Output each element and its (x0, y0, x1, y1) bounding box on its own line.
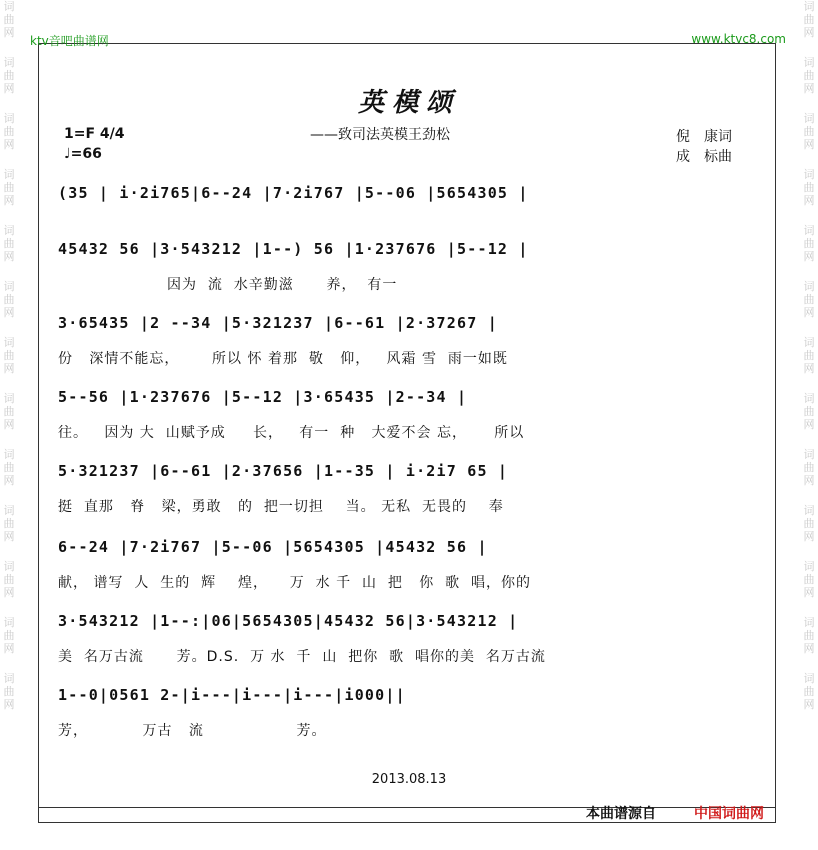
watermark-char: 词 (3, 560, 15, 573)
watermark-char: 曲 (803, 13, 815, 26)
watermark-group (0, 336, 18, 375)
watermark-group (0, 280, 18, 319)
watermark-char: 词 (3, 504, 15, 517)
watermark-char: 网 (803, 138, 815, 151)
watermark-char: 网 (803, 306, 815, 319)
tempo-marking: ♩=66 (64, 146, 102, 162)
watermark-char: 词 (3, 56, 15, 69)
watermark-char: 网 (3, 306, 15, 319)
lyric-line: 挺 直那 脊 梁，勇敢 的 把一切担 当。 无私 无畏的 奉 (58, 499, 504, 515)
notation-line: 6--24 |7·2i767 |5--06 |5654305 |45432 56 | (58, 538, 488, 556)
watermark-char: 网 (803, 474, 815, 487)
watermark-char: 曲 (803, 181, 815, 194)
watermark-group (800, 0, 818, 39)
watermark-char: 曲 (803, 685, 815, 698)
watermark-char: 网 (3, 26, 15, 39)
watermark-char: 网 (803, 530, 815, 543)
watermark-char: 曲 (803, 461, 815, 474)
watermark-char: 曲 (3, 517, 15, 530)
watermark-group (0, 392, 18, 431)
lyricist-credit: 倪 康词 (676, 129, 732, 145)
watermark-char: 词 (803, 56, 815, 69)
watermark-char: 网 (803, 26, 815, 39)
lyric-line: 份 深情不能忘， 所以 怀 着那 敬 仰， 风霜 雪 雨一如既 (58, 351, 508, 367)
watermark-char: 曲 (3, 573, 15, 586)
watermark-group (0, 224, 18, 263)
watermark-group (0, 616, 18, 655)
watermark-char: 曲 (803, 517, 815, 530)
watermark-char: 网 (803, 362, 815, 375)
footer-divider (38, 807, 776, 824)
notation-line: 5·321237 |6--61 |2·37656 |1--35 | i·2i7 65 | (58, 462, 509, 480)
watermark-char: 曲 (3, 629, 15, 642)
watermark-char: 网 (3, 82, 15, 95)
watermark-char: 曲 (3, 69, 15, 82)
watermark-char: 词 (3, 280, 15, 293)
watermark-group (800, 168, 818, 207)
left-watermark-column (0, 0, 18, 850)
watermark-char: 网 (3, 642, 15, 655)
lyric-line: 芳， 万古 流 芳。 (58, 723, 327, 739)
watermark-char: 词 (803, 112, 815, 125)
watermark-group (800, 616, 818, 655)
watermark-char: 曲 (803, 629, 815, 642)
watermark-char: 曲 (803, 573, 815, 586)
watermark-group (800, 280, 818, 319)
watermark-char: 曲 (3, 461, 15, 474)
watermark-char: 曲 (3, 349, 15, 362)
watermark-char: 网 (803, 194, 815, 207)
watermark-char: 网 (3, 138, 15, 151)
watermark-group (800, 224, 818, 263)
lyric-line: 因为 流 水辛勤滋 养， 有一 (58, 277, 398, 293)
watermark-char: 网 (803, 642, 815, 655)
watermark-group (800, 448, 818, 487)
watermark-group (0, 168, 18, 207)
key-signature: 1=F 4/4 (64, 126, 125, 142)
watermark-char: 词 (3, 672, 15, 685)
watermark-group (0, 560, 18, 599)
watermark-char: 词 (803, 168, 815, 181)
song-title: 英模颂 (357, 88, 460, 118)
watermark-char: 曲 (3, 685, 15, 698)
notation-line: 3·543212 |1--:|06|5654305|45432 56|3·543212 | (58, 612, 519, 630)
watermark-char: 词 (3, 224, 15, 237)
watermark-char: 网 (3, 530, 15, 543)
watermark-char: 词 (803, 0, 815, 13)
lyric-line: 往。 因为 大 山赋予成 长， 有一 种 大爱不会 忘， 所以 (58, 425, 525, 441)
watermark-char: 曲 (803, 237, 815, 250)
footer-source-site[interactable]: 中国词曲网 (694, 806, 764, 822)
watermark-char: 网 (803, 698, 815, 711)
watermark-char: 曲 (803, 125, 815, 138)
watermark-char: 网 (3, 698, 15, 711)
watermark-char: 网 (3, 362, 15, 375)
watermark-char: 词 (803, 504, 815, 517)
watermark-group (0, 504, 18, 543)
watermark-char: 词 (803, 672, 815, 685)
watermark-group (800, 672, 818, 711)
watermark-char: 曲 (3, 181, 15, 194)
watermark-group (0, 0, 18, 39)
left-site-watermark[interactable]: ktv音吧曲谱网 (30, 34, 109, 48)
notation-line: (35 | i·2i765|6--24 |7·2i767 |5--06 |5654305 | (58, 184, 529, 202)
score-date: 2013.08.13 (371, 772, 447, 787)
watermark-char: 词 (803, 616, 815, 629)
watermark-char: 网 (3, 586, 15, 599)
watermark-group (800, 336, 818, 375)
watermark-char: 曲 (3, 125, 15, 138)
watermark-char: 曲 (3, 13, 15, 26)
watermark-char: 网 (3, 194, 15, 207)
watermark-char: 曲 (3, 237, 15, 250)
watermark-char: 网 (803, 418, 815, 431)
watermark-char: 网 (803, 82, 815, 95)
watermark-char: 词 (3, 0, 15, 13)
watermark-char: 词 (803, 448, 815, 461)
watermark-char: 词 (3, 392, 15, 405)
watermark-char: 词 (803, 392, 815, 405)
watermark-char: 曲 (803, 405, 815, 418)
lyric-line: 献， 谱写 人 生的 辉 煌， 万 水 千 山 把 你 歌 唱，你的 (58, 575, 532, 591)
watermark-char: 网 (803, 586, 815, 599)
watermark-group (800, 504, 818, 543)
watermark-char: 曲 (803, 69, 815, 82)
watermark-group (800, 392, 818, 431)
watermark-group (0, 672, 18, 711)
watermark-char: 词 (3, 616, 15, 629)
watermark-char: 词 (3, 112, 15, 125)
watermark-char: 曲 (3, 293, 15, 306)
watermark-char: 网 (3, 250, 15, 263)
watermark-char: 词 (803, 336, 815, 349)
watermark-char: 曲 (3, 405, 15, 418)
lyric-line: 美 名万古流 芳。D.S. 万 水 千 山 把你 歌 唱你的美 名万古流 (58, 649, 546, 665)
watermark-char: 网 (3, 474, 15, 487)
watermark-char: 网 (803, 250, 815, 263)
watermark-char: 词 (3, 168, 15, 181)
notation-line: 1--0|0561 2-|i---|i---|i---|i000|| (58, 686, 406, 704)
notation-line: 45432 56 |3·543212 |1--) 56 |1·237676 |5--12 | (58, 240, 529, 258)
watermark-char: 词 (803, 560, 815, 573)
composer-credit: 成 标曲 (676, 149, 732, 165)
watermark-char: 词 (3, 336, 15, 349)
watermark-char: 词 (3, 448, 15, 461)
watermark-char: 网 (3, 418, 15, 431)
watermark-group (0, 448, 18, 487)
song-subtitle: ——致司法英模王劲松 (310, 127, 450, 143)
watermark-char: 曲 (803, 293, 815, 306)
watermark-char: 词 (803, 224, 815, 237)
notation-line: 5--56 |1·237676 |5--12 |3·65435 |2--34 | (58, 388, 468, 406)
watermark-group (800, 560, 818, 599)
right-watermark-column (800, 0, 818, 850)
notation-line: 3·65435 |2 --34 |5·321237 |6--61 |2·37267 | (58, 314, 498, 332)
footer-source-label: 本曲谱源自 (586, 806, 656, 822)
right-site-watermark[interactable]: www.ktvc8.com (691, 32, 786, 46)
watermark-char: 曲 (803, 349, 815, 362)
watermark-char: 词 (803, 280, 815, 293)
